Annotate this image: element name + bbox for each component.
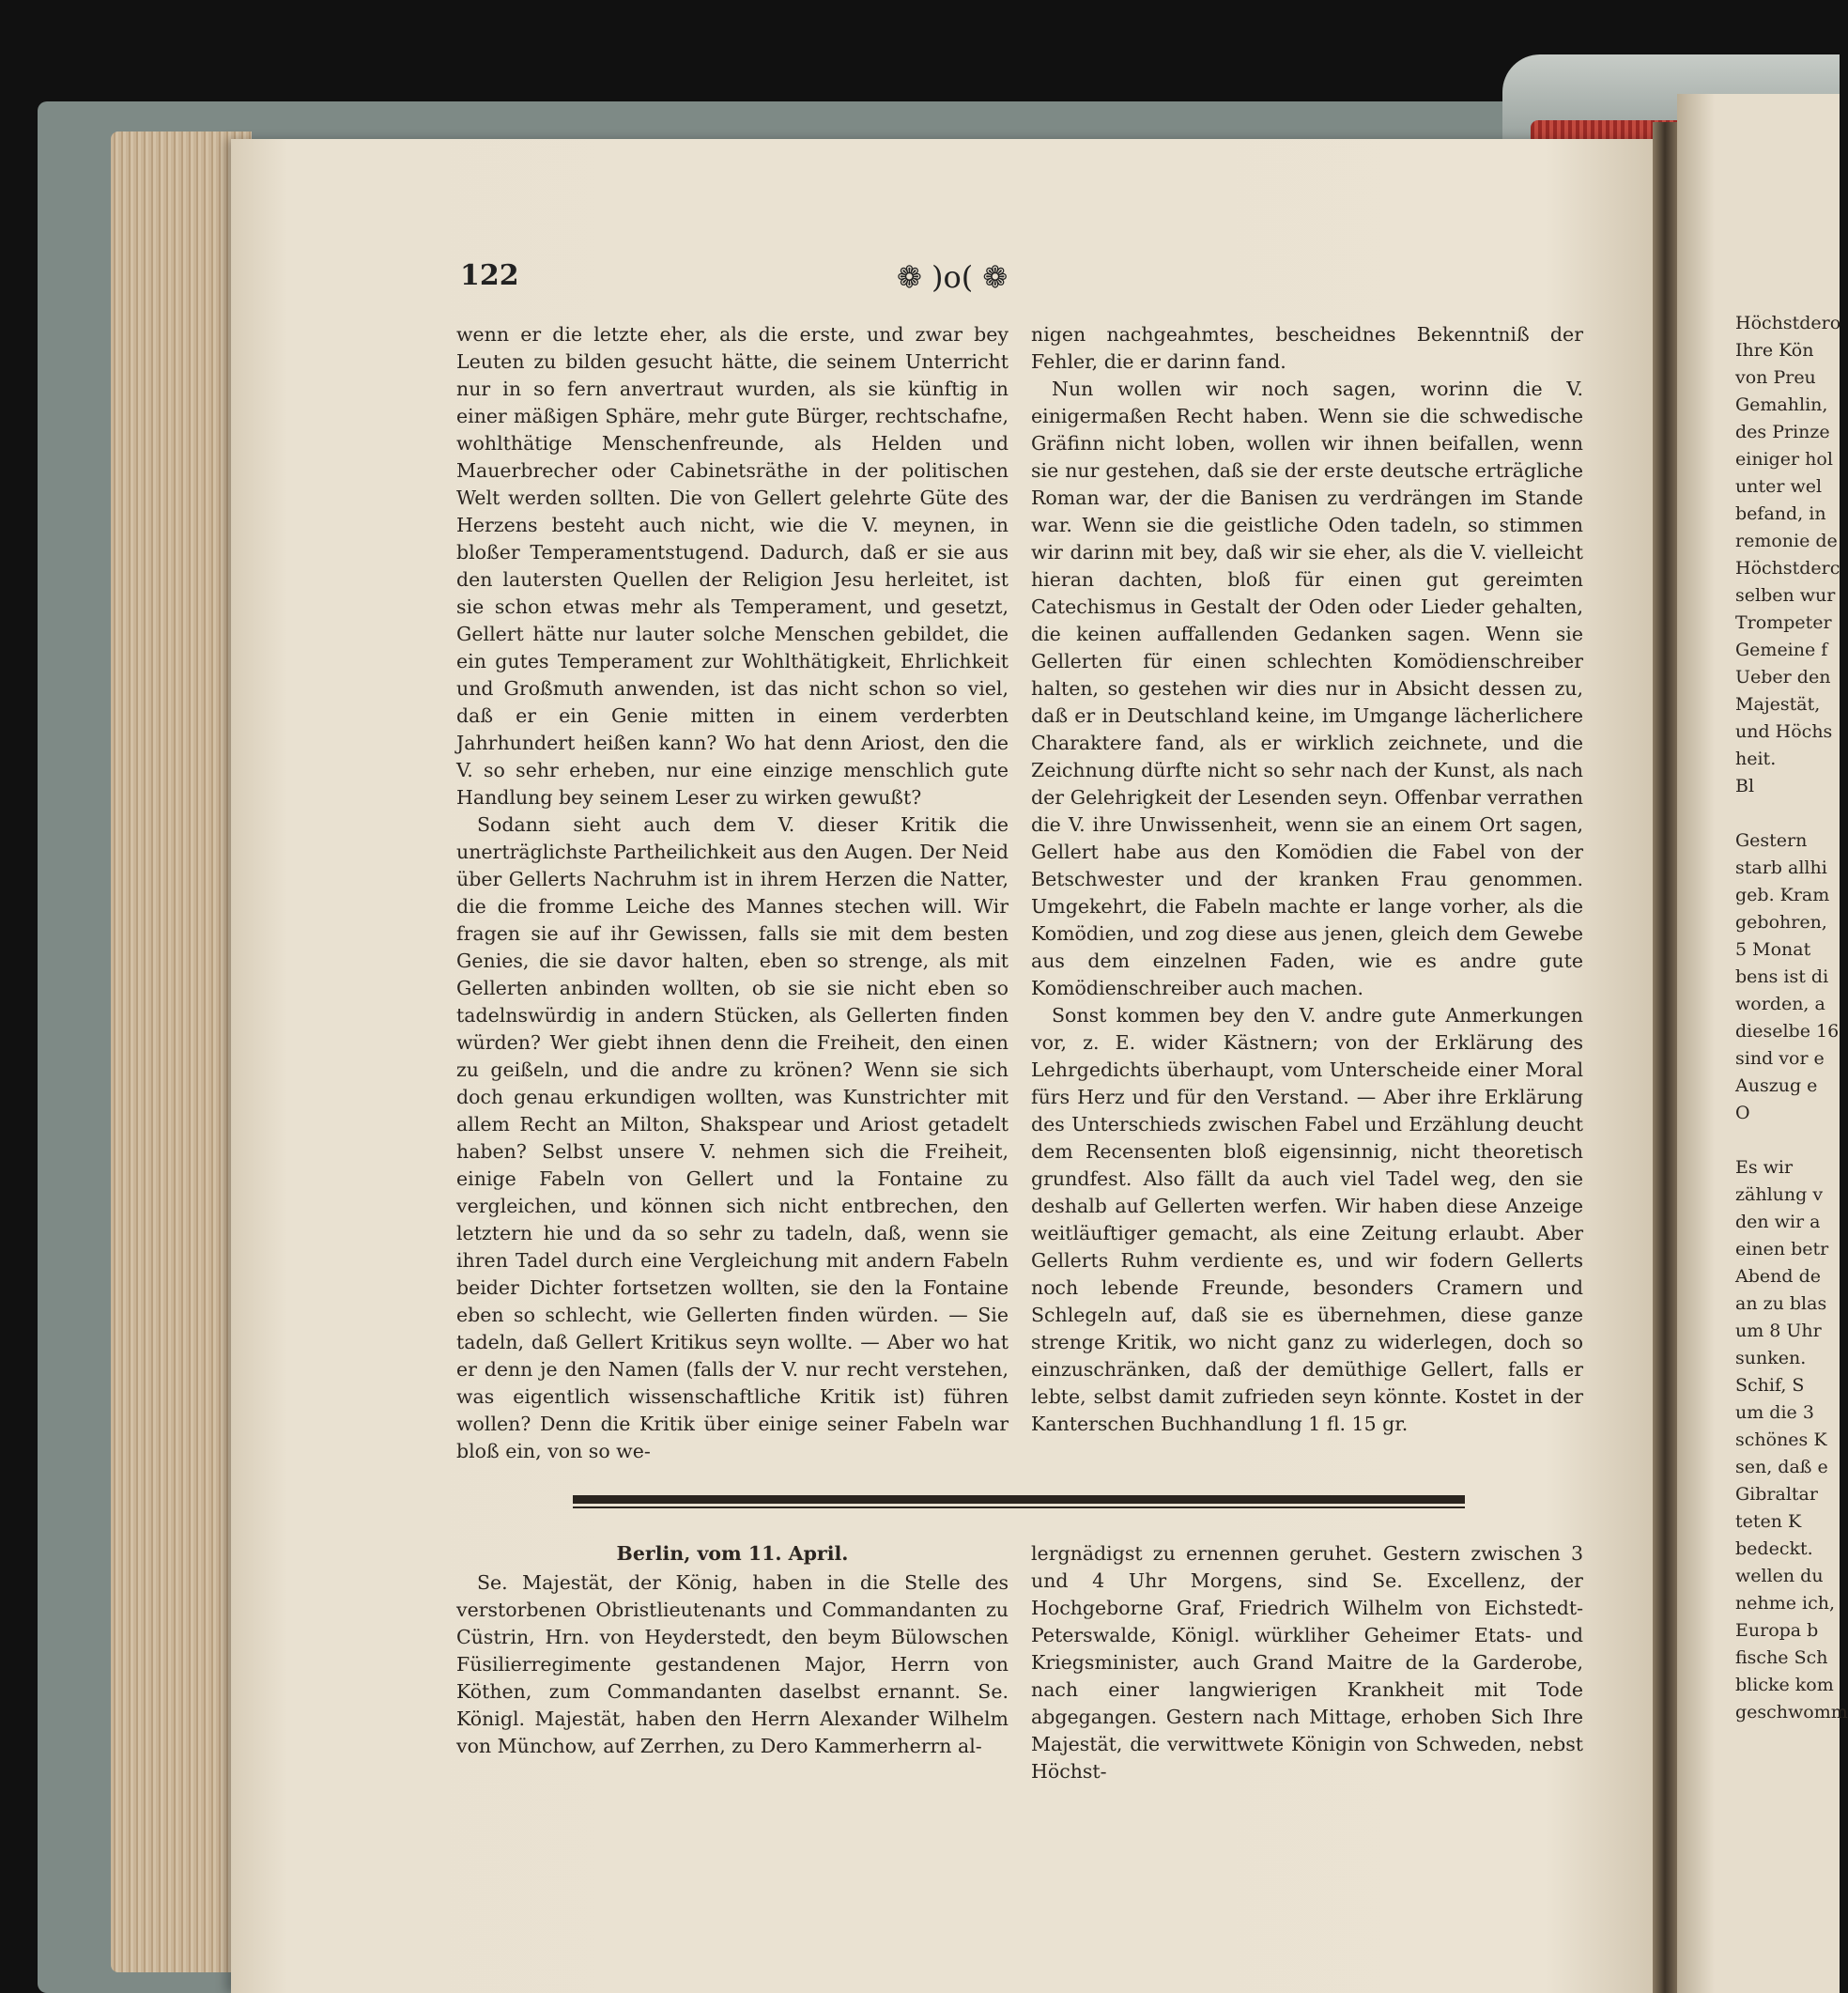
next-page-line: gebohren, — [1735, 912, 1827, 933]
paragraph: Sodann sieht auch dem V. dieser Kritik die unerträglichste Partheilichkeit aus den Augen. Der Neid über Gellerts Nachruhm ist in ihrem Herzen die Natter, die die fromme Leiche des Mannes stechen will. Wir fragen sie auf ihr Gewissen, falls sie mit dem besten Genies, die sie davor halten, eben so strenge, als mit Gellerten anbinden wollten, ob sie sie nicht eben so tadelnswürdig in andern Stücken, als Gellerten finden würden? Wer giebt ihnen denn die Freiheit, den einen zu geißeln, und die andre zu krönen? Wenn sie sich doch genau erkundigen wollten, was Kunstrichter mit allem Recht an Milton, Shakspear und Ariost getadelt haben? Selbst unsere V. nehmen sich die Freiheit, einige Fabeln von Gellert und la Fontaine zu vergleichen, und können sich nicht entbrechen, den letztern hie und da so sehr zu tadeln, daß, wenn sie ihren Tadel durch eine Vergleichung mit andern Fabeln beider Dichter fortsetzen wollten, sie den la Fontaine eben so schlecht, wie Gellerten finden würden. — Sie tadeln, daß Gellert Kritikus seyn wollte. — Aber wo hat er denn je den Namen (falls der V. nur recht verstehen, was eigentlich wissenschaftliche Kritik ist) führen wollen? Denn die Kritik über einige seiner Fabeln war bloß ein, von so we- — [456, 813, 1009, 1462]
next-page-line: heit. — [1735, 749, 1777, 769]
next-page-line: von Preu — [1735, 367, 1816, 388]
next-page-line — [1735, 800, 1840, 827]
section-divider-thin — [573, 1506, 1465, 1508]
next-page-line: 5 Monat — [1735, 939, 1811, 960]
next-page-line: Es wir — [1735, 1157, 1794, 1178]
next-page-text — [1735, 310, 1848, 1766]
next-page-line: an zu blas — [1735, 1293, 1827, 1314]
news-paragraph: Se. Majestät, der König, haben in die Stelle des verstorbenen Obristlieutenants und Commandanten zu Cüstrin, Hrn. von Heyderstedt, den beym Bülowschen Füsilierregimente gestandenen Major, Herrn von Köthen, zum Commandanten daselbst ernannt. Se. Königl. Majestät, haben den Herrn Alexander Wilhelm von Münchow, auf Zerrhen, zu Dero Kammerherrn al- — [456, 1571, 1009, 1757]
ornament-icon: ❁ )o( ❁ — [897, 259, 1009, 295]
next-page-line: Schif, S — [1735, 1375, 1805, 1396]
next-page-line: schönes K — [1735, 1429, 1827, 1450]
news-dateline: Berlin, vom 11. April. — [616, 1542, 849, 1565]
next-page-line: zählung v — [1735, 1184, 1824, 1205]
left-column — [456, 321, 1009, 1476]
next-page-line: Ueber den — [1735, 667, 1831, 688]
next-page-line: geb. Kram — [1735, 885, 1830, 905]
next-page-line: sen, daß e — [1735, 1457, 1828, 1477]
next-page-line: Abend de — [1735, 1266, 1821, 1287]
next-page-line: befand, in — [1735, 503, 1826, 524]
next-page-line: um die 3 — [1735, 1402, 1814, 1423]
section-divider — [573, 1495, 1465, 1504]
next-page-line: dieselbe 16 — [1735, 1021, 1840, 1042]
next-page-line: Höchstdero — [1735, 313, 1841, 333]
next-page-line: und Höchs — [1735, 721, 1833, 742]
paragraph: nigen nachgeahmtes, bescheidnes Bekenntniß der Fehler, die er darinn fand. — [1031, 323, 1583, 373]
news-left-column — [456, 1540, 1009, 1756]
paragraph: Nun wollen wir noch sagen, worinn die V. einigermaßen Recht haben. Wenn sie die schwedische Gräfinn nicht loben, wollen wir ihnen beifallen, wenn sie nur gestehen, daß sie der erste deutsche erträgliche Roman war, der die Banisen zu verdrängen im Stande war. Wenn sie die geistliche Oden tadeln, so stimmen wir darinn mit bey, daß wir sie eher, als die V. vielleicht hieran dachten, bloß für einen gut gereimten Catechismus in Gestalt der Oden oder Lieder gehalten, die keinen auffallenden Gedanken sagen. Wenn sie Gellerten für einen schlechten Komödienschreiber halten, so gestehen wir dies nur in Absicht dessen zu, daß er in Deutschland keine, im Umgange lächerlichere Charaktere fand, als er wirklich zeichnete, und die Zeichnung dürfte nicht so sehr nach der Kunst, als nach der Gelehrigkeit der Lesenden seyn. Offenbar verrathen die V. ihre Unwissenheit, wenn sie an einem Ort sagen, Gellert habe aus den Komödien die Fabel von der Betschwester und der kranken Frau genommen. Umgekehrt, die Fabeln machte er lange vorher, als die Komödien, und zog diese aus jenen, gleich dem Gewebe aus dem einzelnen Faden, wie es andre gute Komödienschreiber auch machen. — [1031, 378, 1583, 999]
page-number: 122 — [460, 259, 519, 292]
next-page-line: O — [1735, 1103, 1750, 1123]
next-page-line: sunken. — [1735, 1348, 1807, 1368]
next-page-line: bens ist di — [1735, 966, 1829, 987]
next-page-line: bedeckt. — [1735, 1538, 1813, 1559]
next-page-line: blicke kom — [1735, 1675, 1834, 1695]
next-page-line: remonie de — [1735, 531, 1838, 551]
next-page-line: teten K — [1735, 1511, 1802, 1532]
next-page-line: sind vor e — [1735, 1048, 1825, 1069]
next-page-line: unter wel — [1735, 476, 1823, 497]
next-page-line: fische Sch — [1735, 1647, 1828, 1668]
next-page-line: wellen du — [1735, 1566, 1824, 1586]
next-page-line: einen betr — [1735, 1239, 1829, 1259]
next-page-line — [1735, 1127, 1840, 1154]
next-page-line: Majestät, — [1735, 694, 1821, 715]
next-page-line: Gemeine f — [1735, 640, 1828, 660]
next-page-line: Bl — [1735, 776, 1755, 796]
right-column — [1031, 321, 1583, 1476]
paragraph: wenn er die letzte eher, als die erste, und zwar bey Leuten zu bilden gesucht hätte, die seinem Unterricht nur in so fern anvertraut wurden, als sie künftig in einer mäßigen Sphäre, mehr gute Bürger, rechtschafne, wohlthätige Menschenfreunde, als Helden und Mauerbrecher oder Cabinetsräthe in der politischen Welt werden sollten. Die von Gellert gelehrte Güte des Herzens besteht auch nicht, wie die V. meynen, in bloßer Temperamentstugend. Dadurch, daß er sie aus den lautersten Quellen der Religion Jesu herleitet, ist sie schon etwas mehr als Temperament, und gesetzt, Gellert hätte nur lauter solche Menschen gebildet, die ein gutes Temperament zur Wohlthätigkeit, Ehrlichkeit und Großmuth anwenden, ist das nicht schon so viel, daß er ein Genie mitten in einem verderbten Jahrhundert heißen kann? Wo hat denn Ariost, den die V. so sehr erheben, nur eine einzige menschlich gute Handlung bey seinem Leser zu wirken gewußt? — [456, 323, 1009, 809]
next-page-line: einiger hol — [1735, 449, 1833, 470]
next-page-line: Trompeter — [1735, 612, 1832, 633]
next-page-line: Höchstderc — [1735, 558, 1840, 579]
next-page-line: Gemahlin, — [1735, 394, 1828, 415]
next-page-line: um 8 Uhr — [1735, 1321, 1822, 1341]
news-right-column — [1031, 1540, 1583, 1783]
next-page-line: worden, a — [1735, 994, 1825, 1014]
next-page-line: starb allhi — [1735, 857, 1827, 878]
running-head — [460, 255, 1183, 302]
next-page-line: selben wur — [1735, 585, 1836, 606]
paragraph: Sonst kommen bey den V. andre gute Anmerkungen vor, z. E. wider Kästnern; von der Erklärung des Lehrgedichts überhaupt, vom Unterscheide einer Moral fürs Herz und für den Verstand. — Aber ihre Erklärung des Unterschieds zwischen Fabel und Erzählung deucht dem Recensenten bloß eigensinnig, nicht theoretisch grundfest. Also fällt da auch viel Tadel weg, den sie deshalb auf Gellerten werfen. Wir haben diese Anzeige weitläuftiger gemacht, als eine Zeitung erlaubt. Aber Gellerts Ruhm verdiente es, und wir fodern Gellerts noch lebende Freunde, besonders Cramern und Schlegeln auf, daß sie es übernehmen, diese ganze strenge Kritik, wo nicht ganz zu widerlegen, doch so einzuschränken, daß der demüthige Gellert, falls er lebte, selbst damit zufrieden seyn könnte. Kostet in der Kanterschen Buchhandlung 1 fl. 15 gr. — [1031, 1004, 1583, 1435]
next-page-line: nehme ich, — [1735, 1593, 1836, 1614]
next-page-line: des Prinze — [1735, 422, 1830, 442]
book-gutter — [1653, 122, 1677, 1993]
next-page-line: Gibraltar — [1735, 1484, 1818, 1505]
news-paragraph: lergnädigst zu ernennen geruhet. Gestern zwischen 3 und 4 Uhr Morgens, sind Se. Excellenz, der Hochgeborne Graf, Friedrich Wilhelm von Eichstedt-Peterswalde, Königl. würkliher Geheimer Etats- und Kriegsminister, auch Grand Maitre de la Garderobe, nach einer langwierigen Krankheit mit Tode abgegangen. Gestern nach Mittage, erhoben Sich Ihre Majestät, die verwittwete Königin von Schweden, nebst Höchst- — [1031, 1542, 1583, 1783]
next-page-line: Europa b — [1735, 1620, 1819, 1641]
next-page-line: Gestern — [1735, 830, 1808, 851]
next-page-line: geschwomm — [1735, 1702, 1848, 1723]
next-page-line: den wir a — [1735, 1212, 1821, 1232]
next-page-line: Ihre Kön — [1735, 340, 1814, 361]
next-page-line: Auszug e — [1735, 1075, 1818, 1096]
